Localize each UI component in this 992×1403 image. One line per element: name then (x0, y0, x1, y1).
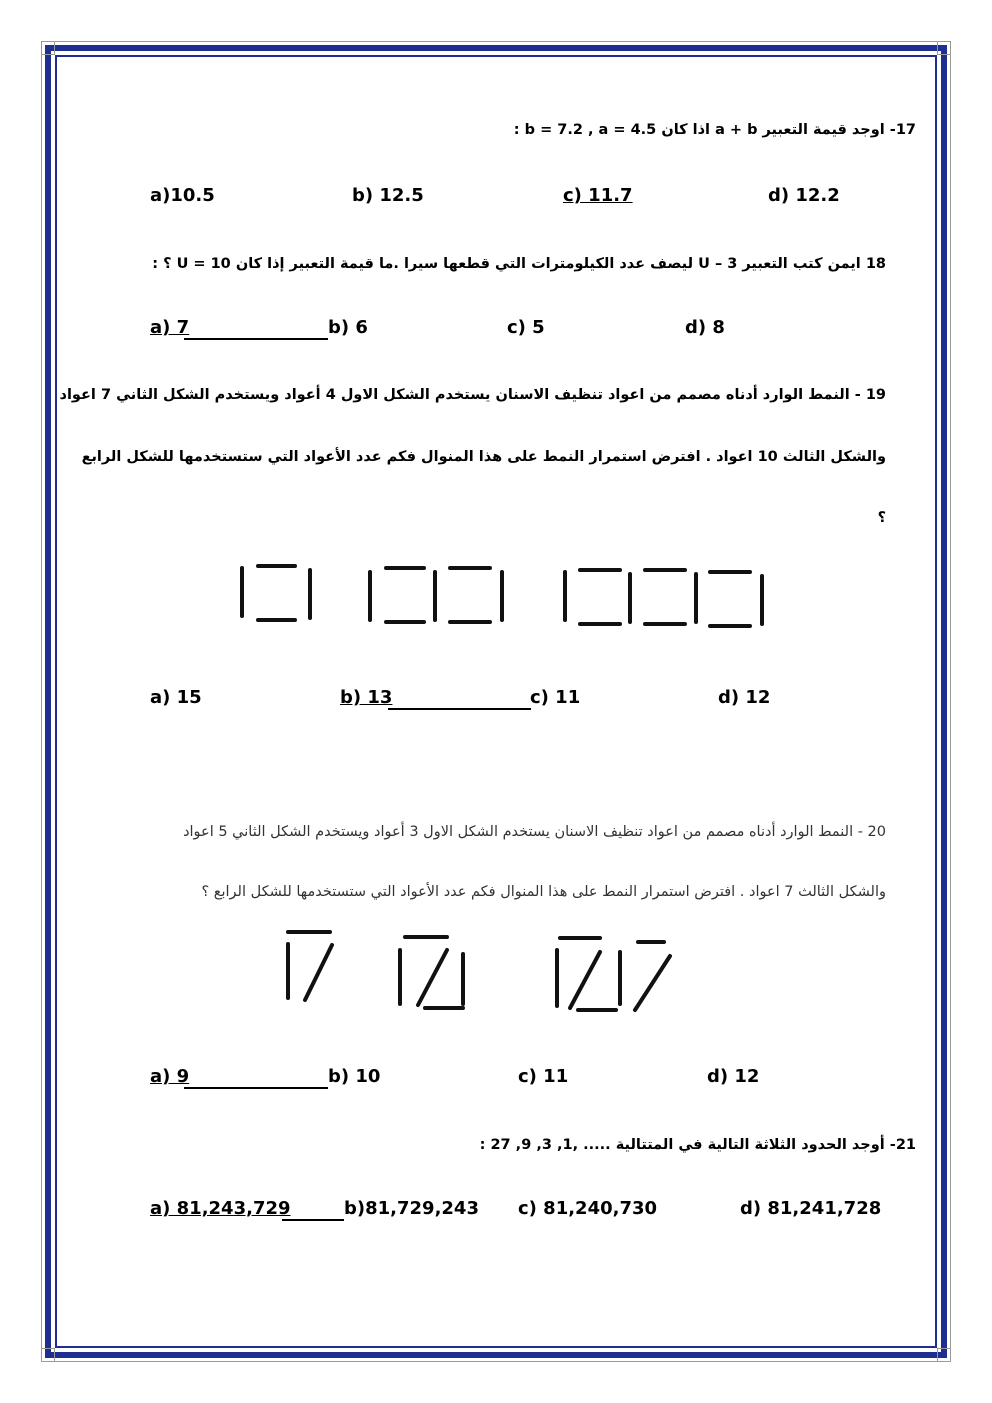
answer-underline (388, 708, 531, 710)
q20-figure-3 (557, 938, 670, 1010)
q19-option-b: b) 13 (340, 687, 393, 708)
q20-figure-1 (288, 932, 332, 1000)
q20-figure-2 (400, 937, 463, 1008)
q17-option-b: b) 12.5 (352, 185, 424, 206)
q18-option-a: a) 7 (150, 317, 190, 338)
question-20-line-1: 20 - النمط الوارد أدناه مصمم من اعواد تنظيف الاسنان يستخدم الشكل الاول 3 أعواد ويستخدم الشكل الثاني 5 اعواد (183, 824, 886, 840)
question-17-text: 17- اوجد قيمة التعبير a + b اذا كان b = 7.2 , a = 4.5 : (513, 122, 916, 138)
q19-figure-1 (242, 566, 310, 620)
q18-option-d: d) 8 (685, 317, 725, 338)
answer-underline (184, 1087, 328, 1089)
question-19-line-1: 19 - النمط الوارد أدناه مصمم من اعواد تنظيف الاسنان يستخدم الشكل الاول 4 أعواد ويستخدم الشكل الثاني 7 اعواد (59, 387, 886, 403)
q17-option-a: a)10.5 (150, 185, 215, 206)
q18-option-c: c) 5 (507, 317, 545, 338)
q19-option-d: d) 12 (718, 687, 771, 708)
q20-option-c: c) 11 (518, 1066, 569, 1087)
q20-option-b: b) 10 (328, 1066, 381, 1087)
q20-option-a: a) 9 (150, 1066, 190, 1087)
q19-figure-2 (370, 568, 502, 622)
q21-option-a: a) 81,243,729 (150, 1198, 291, 1219)
q19-option-c: c) 11 (530, 687, 581, 708)
q18-option-b: b) 6 (328, 317, 368, 338)
q21-option-c: c) 81,240,730 (518, 1198, 658, 1219)
q21-option-d: d) 81,241,728 (740, 1198, 882, 1219)
q20-option-d: d) 12 (707, 1066, 760, 1087)
q17-option-c: c) 11.7 (563, 185, 633, 206)
q19-option-a: a) 15 (150, 687, 202, 708)
q17-option-d: d) 12.2 (768, 185, 840, 206)
q19-figure-3 (565, 570, 762, 626)
question-19-line-3: ؟ (877, 510, 886, 526)
answer-underline (282, 1219, 344, 1221)
question-20-line-2: والشكل الثالث 7 اعواد . افترض استمرار النمط على هذا المنوال فكم عدد الأعواد التي ستستخدمها للشكل الرابع ؟ (201, 884, 886, 900)
question-19-line-2: والشكل الثالث 10 اعواد . افترض استمرار النمط على هذا المنوال فكم عدد الأعواد التي ستستخدمها للشكل الرابع (81, 449, 886, 465)
question-18-text: 18 ايمن كتب التعبير 3 – U ليصف عدد الكيلومترات التي قطعها سيرا .ما قيمة التعبير إذا كان U = 10 ؟ : (152, 256, 886, 272)
question-21-text: 21- أوجد الحدود الثلاثة التالية في المتتالية ..... ,1, 3, 9, 27 : (479, 1137, 916, 1153)
q21-option-b: b)81,729,243 (344, 1198, 479, 1219)
